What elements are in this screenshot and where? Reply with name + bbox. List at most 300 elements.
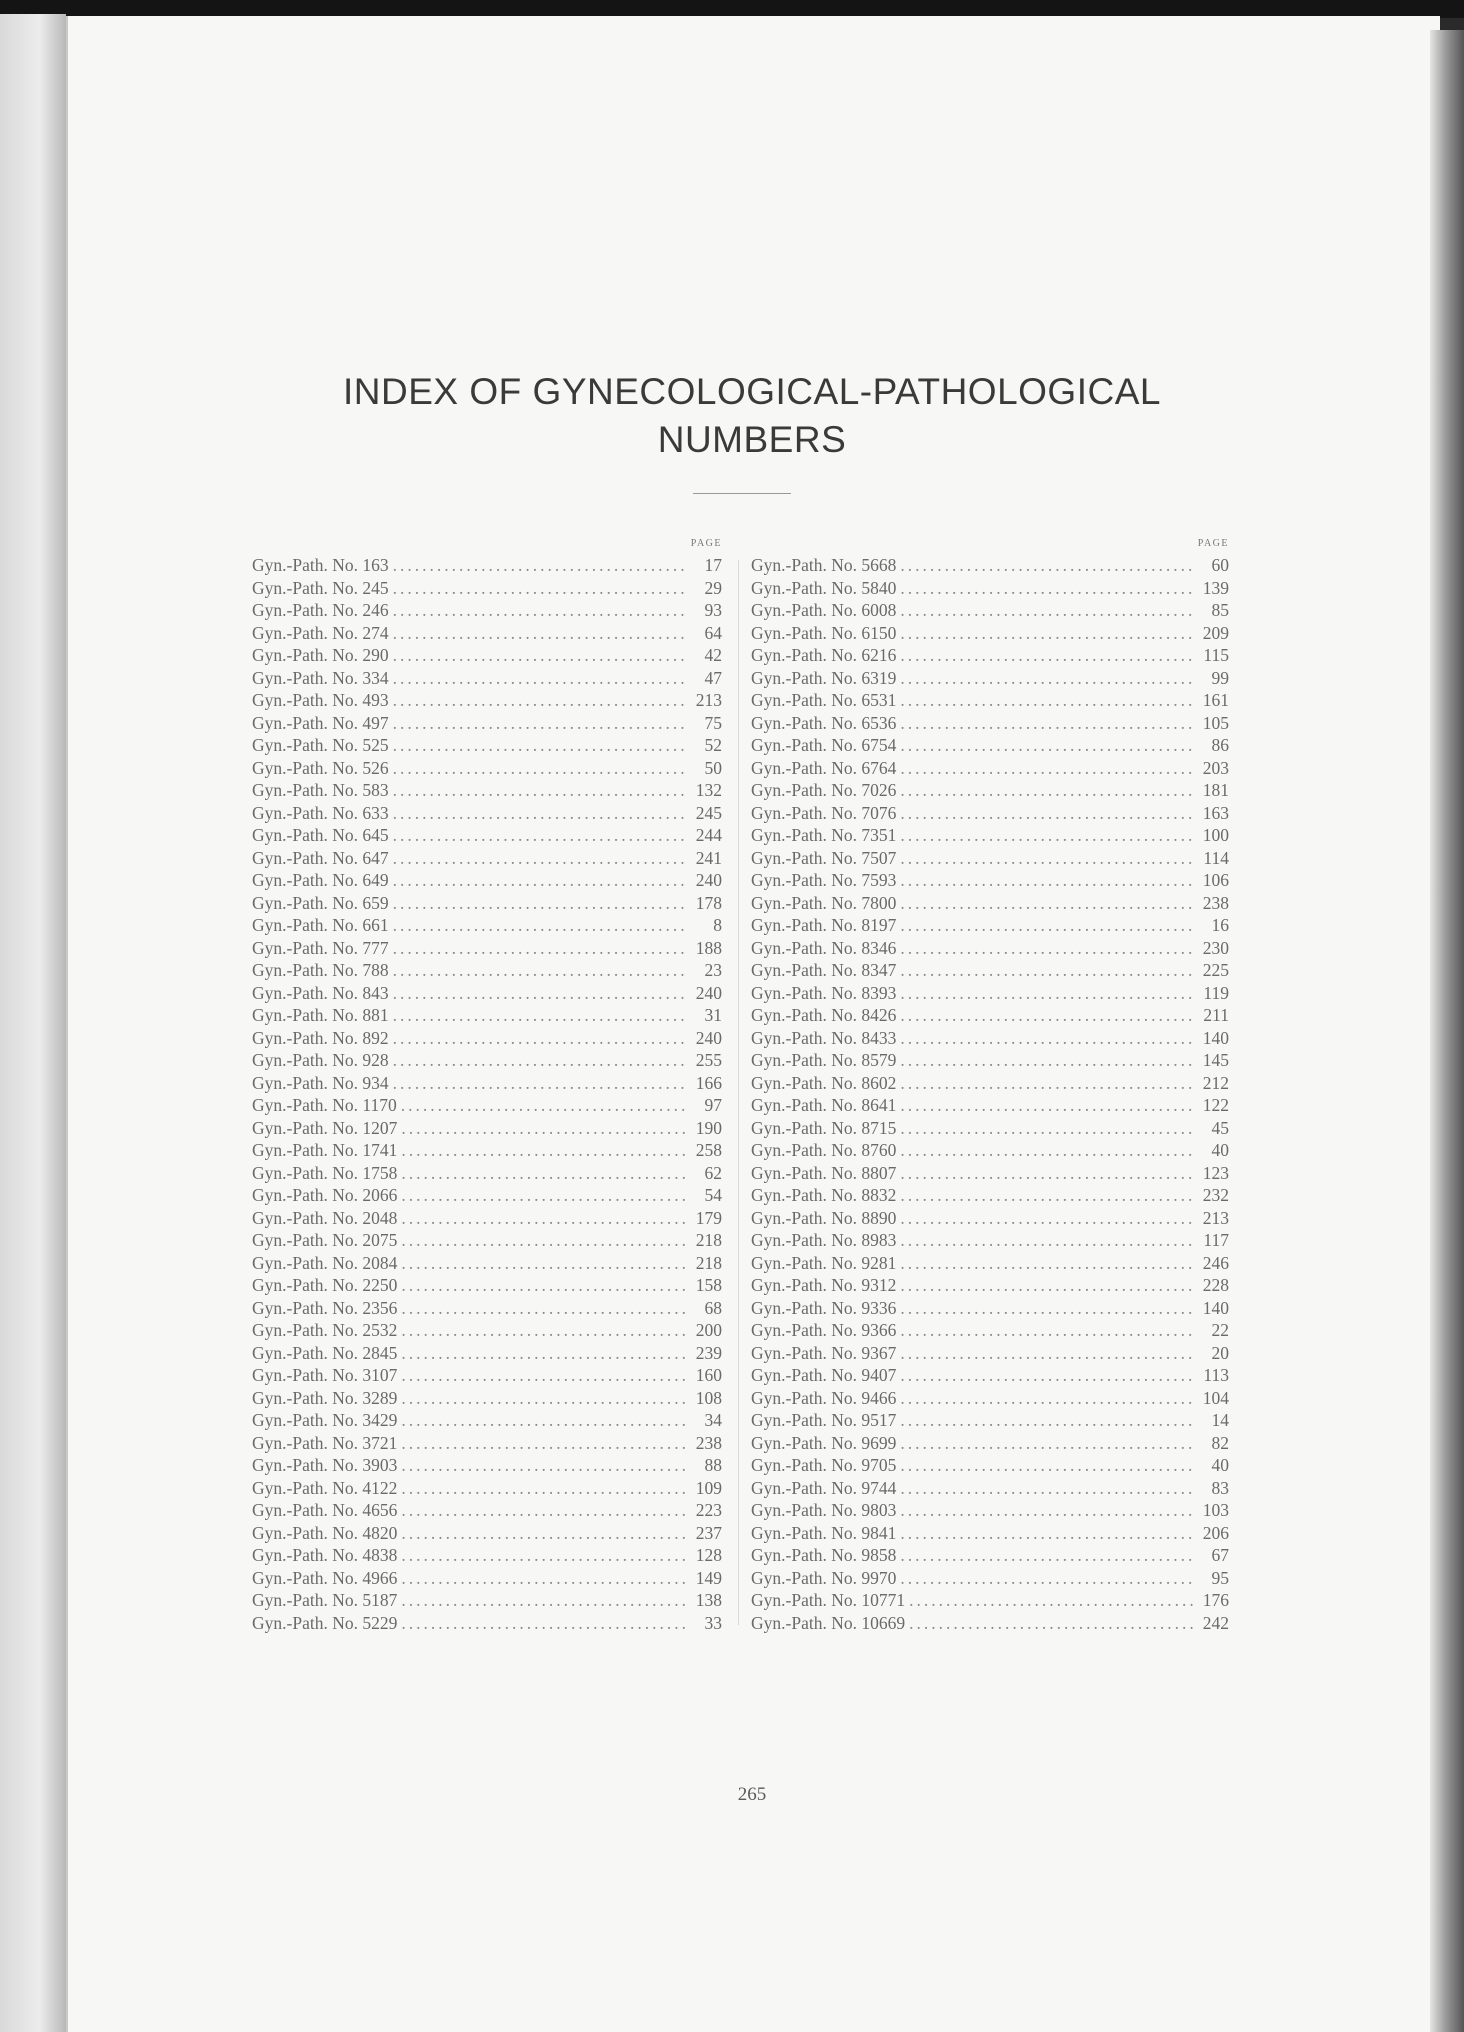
entry-label bbox=[252, 1522, 397, 1545]
dot-leader bbox=[393, 644, 688, 667]
entry-label bbox=[751, 1027, 896, 1050]
entry-prefix: Gyn.-Path. No. bbox=[751, 960, 857, 980]
index-entry bbox=[751, 937, 1229, 960]
dot-leader bbox=[401, 1162, 688, 1185]
title-line-1: INDEX OF GYNECOLOGICAL-PATHOLOGICAL bbox=[343, 371, 1161, 412]
entry-number: 7026 bbox=[861, 780, 897, 800]
dot-leader bbox=[401, 1229, 688, 1252]
entry-label bbox=[252, 1207, 397, 1230]
dot-leader bbox=[900, 1139, 1195, 1162]
index-entry bbox=[751, 1094, 1229, 1117]
entry-page: 33 bbox=[704, 1612, 722, 1633]
dot-leader bbox=[900, 622, 1195, 645]
dot-leader bbox=[401, 1117, 688, 1140]
entry-number: 5229 bbox=[362, 1612, 398, 1633]
dot-leader bbox=[900, 824, 1195, 847]
entry-page: 68 bbox=[704, 1297, 722, 1318]
dot-leader bbox=[900, 757, 1195, 780]
page-number: 265 bbox=[737, 1784, 767, 1805]
entry-label bbox=[252, 959, 389, 982]
index-entry bbox=[751, 1499, 1229, 1522]
entry-page: 145 bbox=[1202, 1050, 1229, 1070]
entry-prefix: Gyn.-Path. No. bbox=[252, 1432, 358, 1453]
dot-leader bbox=[393, 577, 688, 600]
dot-leader bbox=[401, 1409, 688, 1432]
entry-prefix: Gyn.-Path. No. bbox=[751, 1567, 857, 1588]
index-entry bbox=[252, 1432, 722, 1455]
index-entry bbox=[751, 1184, 1229, 1207]
entry-number: 3429 bbox=[362, 1410, 398, 1430]
column-divider bbox=[738, 560, 739, 1625]
entry-prefix: Gyn.-Path. No. bbox=[751, 937, 857, 958]
entry-page: 179 bbox=[695, 1207, 722, 1228]
index-entry bbox=[252, 1364, 722, 1387]
entry-number: 3107 bbox=[362, 1365, 398, 1385]
entry-prefix: Gyn.-Path. No. bbox=[751, 1095, 857, 1115]
entry-prefix: Gyn.-Path. No. bbox=[751, 1612, 857, 1633]
dot-leader bbox=[401, 1589, 688, 1612]
dot-leader bbox=[900, 554, 1195, 577]
entry-label bbox=[751, 959, 896, 982]
entry-page: 34 bbox=[704, 1410, 722, 1430]
dot-leader bbox=[900, 1432, 1195, 1455]
entry-number: 9281 bbox=[861, 1252, 897, 1273]
entry-label bbox=[751, 914, 896, 937]
index-entry bbox=[252, 1004, 722, 1027]
dot-leader bbox=[393, 1072, 688, 1095]
index-entry bbox=[751, 779, 1229, 802]
entry-number: 493 bbox=[362, 690, 389, 710]
entry-label bbox=[252, 734, 389, 757]
dot-leader bbox=[900, 1297, 1195, 1320]
entry-prefix: Gyn.-Path. No. bbox=[751, 1027, 857, 1048]
entry-page: 176 bbox=[1202, 1590, 1229, 1610]
entry-number: 6008 bbox=[861, 600, 897, 620]
entry-label bbox=[252, 1342, 397, 1365]
entry-page: 62 bbox=[704, 1162, 722, 1183]
index-entry bbox=[252, 712, 722, 735]
entry-page: 242 bbox=[1202, 1612, 1229, 1633]
entry-number: 1207 bbox=[362, 1117, 398, 1138]
index-entry bbox=[252, 554, 722, 577]
entry-prefix: Gyn.-Path. No. bbox=[252, 1297, 358, 1318]
entry-page: 238 bbox=[695, 1432, 722, 1453]
entry-page: 108 bbox=[695, 1387, 722, 1408]
entry-number: 6150 bbox=[861, 622, 897, 643]
dot-leader bbox=[401, 1207, 688, 1230]
page-heading-right: PAGE bbox=[1197, 538, 1229, 549]
entry-prefix: Gyn.-Path. No. bbox=[252, 1117, 358, 1138]
entry-label bbox=[252, 554, 389, 577]
dot-leader bbox=[900, 802, 1195, 825]
index-entry bbox=[252, 824, 722, 847]
entry-number: 334 bbox=[362, 667, 389, 688]
dot-leader bbox=[900, 892, 1195, 915]
index-entry bbox=[751, 959, 1229, 982]
entry-page: 105 bbox=[1202, 712, 1229, 733]
index-entry bbox=[252, 1499, 722, 1522]
entry-label bbox=[252, 667, 389, 690]
index-entry bbox=[751, 1252, 1229, 1275]
index-entry bbox=[751, 1342, 1229, 1365]
entry-number: 290 bbox=[362, 645, 389, 665]
entry-prefix: Gyn.-Path. No. bbox=[751, 892, 857, 913]
dot-leader bbox=[900, 1027, 1195, 1050]
entry-number: 2084 bbox=[362, 1252, 398, 1273]
entry-number: 8579 bbox=[861, 1050, 897, 1070]
entry-page: 166 bbox=[695, 1072, 722, 1093]
entry-prefix: Gyn.-Path. No. bbox=[252, 1027, 358, 1048]
entry-page: 67 bbox=[1211, 1545, 1229, 1565]
index-entry bbox=[252, 1162, 722, 1185]
entry-prefix: Gyn.-Path. No. bbox=[252, 1410, 358, 1430]
entry-label bbox=[751, 1454, 896, 1477]
entry-page: 103 bbox=[1202, 1500, 1229, 1520]
index-entry bbox=[751, 1207, 1229, 1230]
entry-number: 8807 bbox=[861, 1162, 897, 1183]
entry-prefix: Gyn.-Path. No. bbox=[751, 1590, 857, 1610]
entry-prefix: Gyn.-Path. No. bbox=[252, 870, 358, 890]
entry-page: 100 bbox=[1202, 825, 1229, 845]
entry-prefix: Gyn.-Path. No. bbox=[751, 555, 857, 575]
dot-leader bbox=[900, 1342, 1195, 1365]
entry-prefix: Gyn.-Path. No. bbox=[751, 1230, 857, 1250]
index-entry bbox=[751, 689, 1229, 712]
index-entry bbox=[252, 1387, 722, 1410]
entry-number: 9336 bbox=[861, 1297, 897, 1318]
entry-prefix: Gyn.-Path. No. bbox=[751, 712, 857, 733]
index-entry bbox=[751, 824, 1229, 847]
entry-label bbox=[751, 1117, 896, 1140]
entry-page: 114 bbox=[1203, 847, 1229, 868]
entry-list-left bbox=[252, 554, 722, 1634]
dot-leader bbox=[900, 1454, 1195, 1477]
entry-label bbox=[252, 599, 389, 622]
entry-prefix: Gyn.-Path. No. bbox=[252, 1095, 358, 1115]
entry-number: 7800 bbox=[861, 892, 897, 913]
index-entry bbox=[252, 1229, 722, 1252]
entry-label bbox=[252, 1454, 397, 1477]
index-entry bbox=[252, 1072, 722, 1095]
entry-page: 54 bbox=[704, 1185, 722, 1205]
entry-label bbox=[751, 1049, 896, 1072]
entry-page: 29 bbox=[704, 577, 722, 598]
index-entry bbox=[252, 667, 722, 690]
dot-leader bbox=[900, 577, 1195, 600]
entry-page: 163 bbox=[1202, 802, 1229, 823]
entry-page: 97 bbox=[704, 1095, 722, 1115]
entry-number: 6754 bbox=[861, 735, 897, 755]
entry-prefix: Gyn.-Path. No. bbox=[252, 937, 358, 958]
entry-label bbox=[252, 1432, 397, 1455]
index-entry bbox=[252, 1252, 722, 1275]
entry-number: 4656 bbox=[362, 1500, 398, 1520]
entry-label bbox=[751, 644, 896, 667]
entry-number: 6216 bbox=[861, 645, 897, 665]
entry-number: 777 bbox=[362, 937, 389, 958]
entry-label bbox=[252, 1072, 389, 1095]
dot-leader bbox=[393, 824, 688, 847]
entry-prefix: Gyn.-Path. No. bbox=[751, 1387, 857, 1408]
entry-page: 132 bbox=[695, 780, 722, 800]
entry-prefix: Gyn.-Path. No. bbox=[252, 802, 358, 823]
entry-page: 82 bbox=[1211, 1432, 1229, 1453]
entry-list-right bbox=[751, 554, 1229, 1634]
entry-label bbox=[252, 892, 389, 915]
entry-page: 149 bbox=[695, 1567, 722, 1588]
dot-leader bbox=[401, 1319, 688, 1342]
entry-label bbox=[751, 1432, 896, 1455]
entry-prefix: Gyn.-Path. No. bbox=[751, 622, 857, 643]
entry-label bbox=[751, 1094, 896, 1117]
entry-page: 218 bbox=[695, 1252, 722, 1273]
entry-label bbox=[252, 914, 389, 937]
entry-prefix: Gyn.-Path. No. bbox=[252, 1207, 358, 1228]
dot-leader bbox=[401, 1342, 688, 1365]
index-entry bbox=[252, 622, 722, 645]
entry-prefix: Gyn.-Path. No. bbox=[252, 1365, 358, 1385]
dot-leader bbox=[900, 914, 1195, 937]
dot-leader bbox=[900, 1319, 1195, 1342]
entry-number: 1758 bbox=[362, 1162, 398, 1183]
entry-page: 42 bbox=[704, 645, 722, 665]
dot-leader bbox=[393, 1049, 688, 1072]
index-entry bbox=[751, 869, 1229, 892]
entry-label bbox=[751, 937, 896, 960]
entry-page: 240 bbox=[695, 982, 722, 1003]
entry-page: 237 bbox=[695, 1522, 722, 1543]
index-entry bbox=[252, 1319, 722, 1342]
entry-label bbox=[751, 689, 896, 712]
entry-label bbox=[252, 869, 389, 892]
entry-prefix: Gyn.-Path. No. bbox=[751, 1522, 857, 1543]
dot-leader bbox=[900, 1184, 1195, 1207]
index-entry bbox=[252, 1094, 722, 1117]
entry-number: 934 bbox=[362, 1072, 389, 1093]
dot-leader bbox=[401, 1612, 688, 1635]
entry-number: 892 bbox=[362, 1027, 389, 1048]
entry-number: 928 bbox=[362, 1050, 389, 1070]
entry-number: 9517 bbox=[861, 1410, 897, 1430]
index-entry bbox=[751, 1229, 1229, 1252]
index-entry bbox=[252, 577, 722, 600]
entry-prefix: Gyn.-Path. No. bbox=[252, 690, 358, 710]
index-entry bbox=[252, 1297, 722, 1320]
dot-leader bbox=[900, 1117, 1195, 1140]
entry-label bbox=[252, 1409, 397, 1432]
entry-prefix: Gyn.-Path. No. bbox=[252, 577, 358, 598]
binding-shadow bbox=[1430, 30, 1464, 2032]
entry-prefix: Gyn.-Path. No. bbox=[252, 1320, 358, 1340]
entry-number: 843 bbox=[362, 982, 389, 1003]
entry-label bbox=[252, 1252, 397, 1275]
index-entry bbox=[751, 577, 1229, 600]
entry-prefix: Gyn.-Path. No. bbox=[751, 1005, 857, 1025]
index-entry bbox=[252, 757, 722, 780]
entry-label bbox=[751, 757, 896, 780]
dot-leader bbox=[900, 1004, 1195, 1027]
dot-leader bbox=[909, 1589, 1195, 1612]
dot-leader bbox=[900, 1567, 1195, 1590]
index-entry bbox=[751, 599, 1229, 622]
entry-page: 93 bbox=[704, 600, 722, 620]
entry-number: 649 bbox=[362, 870, 389, 890]
entry-page: 238 bbox=[1202, 892, 1229, 913]
dot-leader bbox=[401, 1252, 688, 1275]
dot-leader bbox=[393, 869, 688, 892]
entry-page: 203 bbox=[1202, 757, 1229, 778]
dot-leader bbox=[401, 1139, 688, 1162]
entry-number: 8197 bbox=[861, 915, 897, 935]
entry-prefix: Gyn.-Path. No. bbox=[252, 1005, 358, 1025]
index-entry bbox=[751, 1454, 1229, 1477]
entry-number: 1170 bbox=[362, 1095, 397, 1115]
index-entry bbox=[751, 802, 1229, 825]
entry-number: 659 bbox=[362, 892, 389, 913]
entry-label bbox=[751, 1544, 896, 1567]
entry-page: 86 bbox=[1211, 735, 1229, 755]
entry-label bbox=[751, 1477, 896, 1500]
index-entry bbox=[252, 1184, 722, 1207]
dot-leader bbox=[900, 1499, 1195, 1522]
entry-page: 240 bbox=[695, 1027, 722, 1048]
entry-number: 7507 bbox=[861, 847, 897, 868]
entry-label bbox=[751, 824, 896, 847]
dot-leader bbox=[900, 689, 1195, 712]
entry-label bbox=[751, 622, 896, 645]
entry-number: 3289 bbox=[362, 1387, 398, 1408]
index-entry bbox=[751, 1072, 1229, 1095]
entry-prefix: Gyn.-Path. No. bbox=[252, 915, 358, 935]
entry-prefix: Gyn.-Path. No. bbox=[751, 690, 857, 710]
entry-number: 4838 bbox=[362, 1545, 398, 1565]
dot-leader bbox=[401, 1544, 688, 1567]
entry-number: 2845 bbox=[362, 1342, 398, 1363]
entry-label bbox=[252, 1387, 397, 1410]
entry-label bbox=[751, 1612, 905, 1635]
entry-page: 45 bbox=[1211, 1117, 1229, 1138]
dot-leader bbox=[900, 644, 1195, 667]
index-entry bbox=[252, 937, 722, 960]
entry-prefix: Gyn.-Path. No. bbox=[252, 1477, 358, 1498]
index-entry bbox=[751, 1117, 1229, 1140]
index-entry bbox=[252, 1454, 722, 1477]
entry-page: 232 bbox=[1202, 1185, 1229, 1205]
entry-prefix: Gyn.-Path. No. bbox=[252, 780, 358, 800]
entry-prefix: Gyn.-Path. No. bbox=[252, 1612, 358, 1633]
entry-number: 246 bbox=[362, 600, 389, 620]
entry-label bbox=[252, 1589, 397, 1612]
entry-page: 85 bbox=[1211, 600, 1229, 620]
entry-label bbox=[252, 1567, 397, 1590]
entry-prefix: Gyn.-Path. No. bbox=[751, 1365, 857, 1385]
entry-label bbox=[252, 1162, 397, 1185]
dot-leader bbox=[393, 599, 688, 622]
index-entry bbox=[252, 779, 722, 802]
entry-label bbox=[751, 1162, 896, 1185]
entry-number: 9744 bbox=[861, 1477, 897, 1498]
dot-leader bbox=[900, 599, 1195, 622]
dot-leader bbox=[393, 779, 688, 802]
entry-prefix: Gyn.-Path. No. bbox=[252, 1275, 358, 1295]
entry-label bbox=[751, 1004, 896, 1027]
index-entry bbox=[252, 1027, 722, 1050]
entry-label bbox=[252, 847, 389, 870]
entry-number: 2532 bbox=[362, 1320, 398, 1340]
index-entry bbox=[751, 1567, 1229, 1590]
entry-label bbox=[751, 1184, 896, 1207]
entry-page: 119 bbox=[1203, 982, 1229, 1003]
entry-label bbox=[252, 712, 389, 735]
entry-prefix: Gyn.-Path. No. bbox=[252, 600, 358, 620]
entry-number: 7593 bbox=[861, 870, 897, 890]
entry-number: 10771 bbox=[861, 1590, 906, 1610]
index-entry bbox=[751, 757, 1229, 780]
dot-leader bbox=[900, 1364, 1195, 1387]
index-entry bbox=[252, 892, 722, 915]
entry-label bbox=[252, 1184, 397, 1207]
entry-prefix: Gyn.-Path. No. bbox=[751, 1072, 857, 1093]
entry-prefix: Gyn.-Path. No. bbox=[252, 1387, 358, 1408]
entry-number: 9705 bbox=[861, 1455, 897, 1475]
entry-label bbox=[252, 802, 389, 825]
entry-prefix: Gyn.-Path. No. bbox=[252, 1140, 358, 1160]
entry-label bbox=[252, 1297, 397, 1320]
entry-label bbox=[252, 1364, 397, 1387]
index-entry bbox=[252, 1477, 722, 1500]
entry-prefix: Gyn.-Path. No. bbox=[751, 1432, 857, 1453]
entry-prefix: Gyn.-Path. No. bbox=[751, 847, 857, 868]
entry-page: 47 bbox=[704, 667, 722, 688]
entry-label bbox=[252, 689, 389, 712]
dot-leader bbox=[900, 937, 1195, 960]
entry-number: 8426 bbox=[861, 1005, 897, 1025]
entry-number: 4966 bbox=[362, 1567, 398, 1588]
entry-label bbox=[252, 1274, 397, 1297]
dot-leader bbox=[900, 982, 1195, 1005]
entry-prefix: Gyn.-Path. No. bbox=[751, 667, 857, 688]
entry-page: 64 bbox=[704, 622, 722, 643]
entry-number: 788 bbox=[362, 960, 389, 980]
dot-leader bbox=[900, 1409, 1195, 1432]
entry-label bbox=[252, 824, 389, 847]
entry-page: 60 bbox=[1211, 555, 1229, 575]
entry-prefix: Gyn.-Path. No. bbox=[252, 1072, 358, 1093]
entry-label bbox=[252, 622, 389, 645]
entry-prefix: Gyn.-Path. No. bbox=[751, 1455, 857, 1475]
entry-page: 239 bbox=[695, 1342, 722, 1363]
dot-leader bbox=[900, 1162, 1195, 1185]
entry-number: 6531 bbox=[861, 690, 897, 710]
entry-number: 8890 bbox=[861, 1207, 897, 1228]
index-entry bbox=[252, 689, 722, 712]
entry-page: 109 bbox=[695, 1477, 722, 1498]
entry-page: 160 bbox=[695, 1365, 722, 1385]
dot-leader bbox=[401, 1567, 688, 1590]
dot-leader bbox=[393, 712, 688, 735]
entry-prefix: Gyn.-Path. No. bbox=[252, 1185, 358, 1205]
entry-prefix: Gyn.-Path. No. bbox=[252, 645, 358, 665]
page-heading-left: PAGE bbox=[690, 538, 722, 549]
entry-prefix: Gyn.-Path. No. bbox=[252, 1567, 358, 1588]
entry-page: 181 bbox=[1202, 780, 1229, 800]
entry-prefix: Gyn.-Path. No. bbox=[751, 1477, 857, 1498]
title-rule bbox=[693, 493, 791, 494]
entry-prefix: Gyn.-Path. No. bbox=[252, 982, 358, 1003]
dot-leader bbox=[401, 1184, 688, 1207]
entry-number: 6319 bbox=[861, 667, 897, 688]
entry-number: 5187 bbox=[362, 1590, 398, 1610]
